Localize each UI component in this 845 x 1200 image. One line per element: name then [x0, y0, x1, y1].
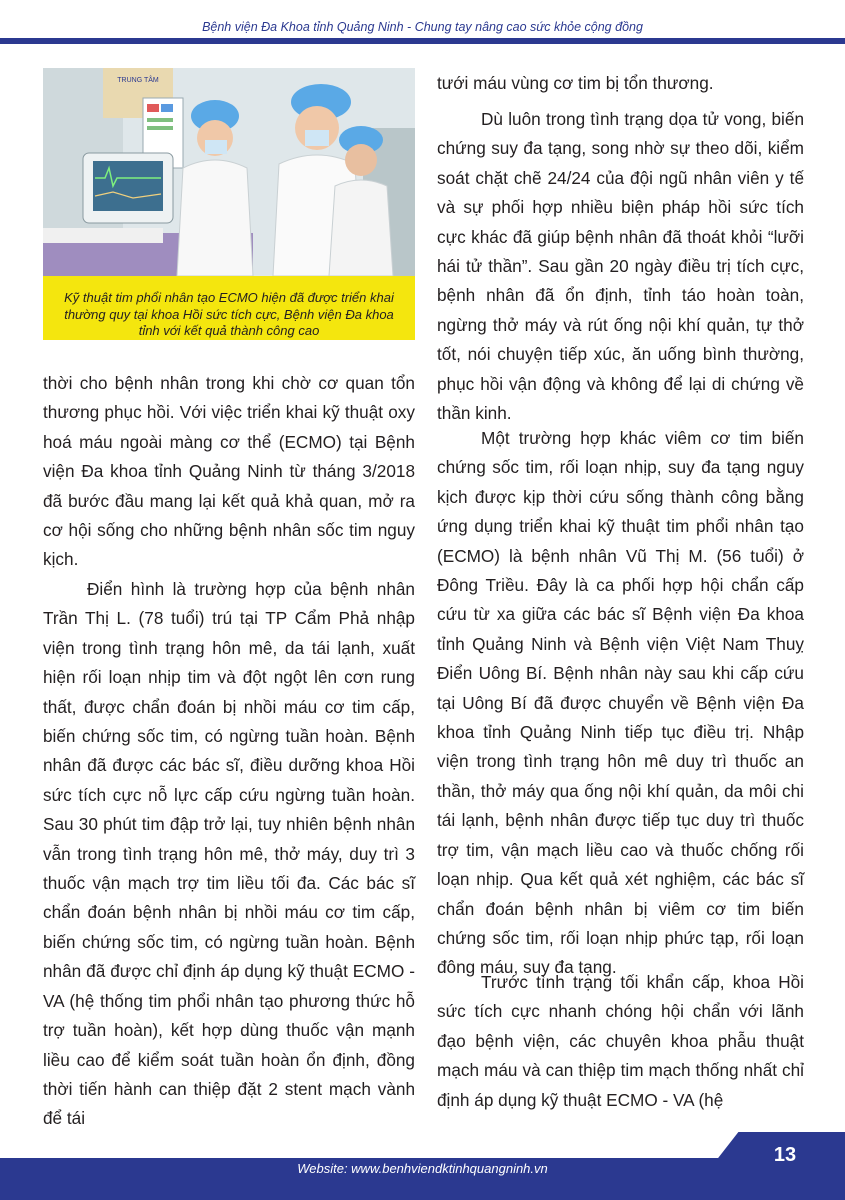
- ecmo-photo: [43, 68, 415, 276]
- right-column-top: [437, 69, 804, 98]
- right-column-3: [437, 968, 804, 1115]
- wall-sign-text: TRUNG TÂM: [117, 77, 159, 84]
- footer-website: Website: www.benhviendktinhquangninh.vn: [297, 1161, 548, 1176]
- left-column: [43, 369, 415, 575]
- right-paragraph-1: Dù luôn trong tình trạng dọa tử vong, biến chứng suy đa tạng, song nhờ sự theo dõi, kiểm soát chặt chẽ 24/24 của đội ngũ nhân viên y tế và sự phối hợp nhiều biện pháp hồi sức tích cực khác đã giúp bệnh nhân đã thoát khỏi “lưỡi hái tử thần”. Sau gần 20 ngày điều trị tích cực, bệnh nhân đã ổn định, tỉnh táo hoàn toàn, ngừng thở máy và rút ống nội khí quản, tự thở tốt, nói chuyện tiếp xúc, ăn uống bình thường, phục hồi vận động và không để lại di chứng về thần kinh.: [437, 109, 804, 424]
- right-column-1: [437, 105, 804, 428]
- running-header: Bệnh viện Đa Khoa tỉnh Quảng Ninh - Chung tay nâng cao sức khỏe cộng đồng: [202, 20, 643, 34]
- left-column-cont: [43, 575, 415, 1134]
- right-paragraph-0: tưới máu vùng cơ tim bị tổn thương.: [437, 73, 714, 93]
- right-paragraph-2: Một trường hợp khác viêm cơ tim biến chứng sốc tim, rối loạn nhịp, suy đa tạng nguy kịch được kịp thời cứu sống thành công bằng ứng dụng triển khai kỹ thuật tim phổi nhân tạo (ECMO) là bệnh nhân Vũ Thị M. (56 tuổi) ở Đông Triều. Đây là ca phối hợp hội chẩn cấp cứu từ xa giữa các bác sĩ Bệnh viện Đa khoa tỉnh Quảng Ninh và Bệnh viện Việt Nam Thuỵ Điển Uông Bí. Bệnh nhân này sau khi cấp cứu tại Uông Bí đã được chuyển về Bệnh viện Đa khoa tỉnh Quảng Ninh tiếp tục điều trị. Nhập viện trong tình trạng hôn mê duy trì thuốc an thần, thở máy qua ống nội khí quản, da môi chi tái lạnh, bệnh nhân được tiếp tục duy trì thuốc trợ tim, vận mạch liều cao và thuốc chống rối loạn nhịp. Qua kết quả xét nghiệm, các bác sĩ chẩn đoán bệnh nhân bị viêm cơ tim biến chứng sốc tim, rối loạn nhịp phức tạp, rối loạn đông máu, suy đa tạng.: [437, 428, 804, 978]
- right-paragraph-3: Trước tình trạng tối khẩn cấp, khoa Hồi sức tích cực nhanh chóng hội chẩn với lãnh đạo bệnh viện, các chuyên khoa phẫu thuật mạch máu và can thiệp tim mạch thống nhất chỉ định áp dụng kỹ thuật ECMO - VA (hệ: [437, 972, 804, 1110]
- photo-caption: Kỹ thuật tim phổi nhân tạo ECMO hiện đã được triển khai thường quy tại khoa Hồi sức tích cực, Bệnh viện Đa khoa tỉnh với kết quả thành công cao: [43, 276, 415, 340]
- right-column-2: [437, 424, 804, 983]
- header-rule: [0, 38, 845, 44]
- left-paragraph-1: thời cho bệnh nhân trong khi chờ cơ quan tổn thương phục hồi. Với việc triển khai kỹ thuật oxy hoá máu ngoài màng cơ thể (ECMO) tại Bệnh viện Đa khoa tỉnh Quảng Ninh từ tháng 3/2018 đã bước đầu mang lại kết quả khả quan, mở ra cơ hội sống cho những bệnh nhân sốc tim nguy kịch.: [43, 373, 415, 570]
- page-number: 13: [773, 1144, 797, 1166]
- left-paragraph-2: Điển hình là trường hợp của bệnh nhân Trần Thị L. (78 tuổi) trú tại TP Cẩm Phả nhập viện trong tình trạng hôn mê, da tái lạnh, xuất hiện rối loạn nhịp tim và đột ngột lên cơn rung thất, được chẩn đoán bị nhồi máu cơ tim cấp, biến chứng sốc tim, có ngừng tuần hoàn. Bệnh nhân đã được các bác sĩ, điều dưỡng khoa Hồi sức tích cực nỗ lực cấp cứu ngừng tuần hoàn. Sau 30 phút tim đập trở lại, tuy nhiên bệnh nhân vẫn trong tình trạng hôn mê, thở máy, duy trì 3 thuốc vận mạch trợ tim liều tối đa. Các bác sĩ chẩn đoán bệnh nhân bị nhồi máu cơ tim cấp, biến chứng sốc tim, có ngừng tuần hoàn. Bệnh nhân đã được chỉ định áp dụng kỹ thuật ECMO - VA (hệ thống tim phổi nhân tạo phương thức hỗ trợ tuần hoàn), kết hợp dùng thuốc vận mạnh liều cao để kiểm soát tuần hoàn ổn định, đồng thời tiến hành can thiệp đặt 2 stent mạch vành để tái: [43, 579, 415, 1129]
